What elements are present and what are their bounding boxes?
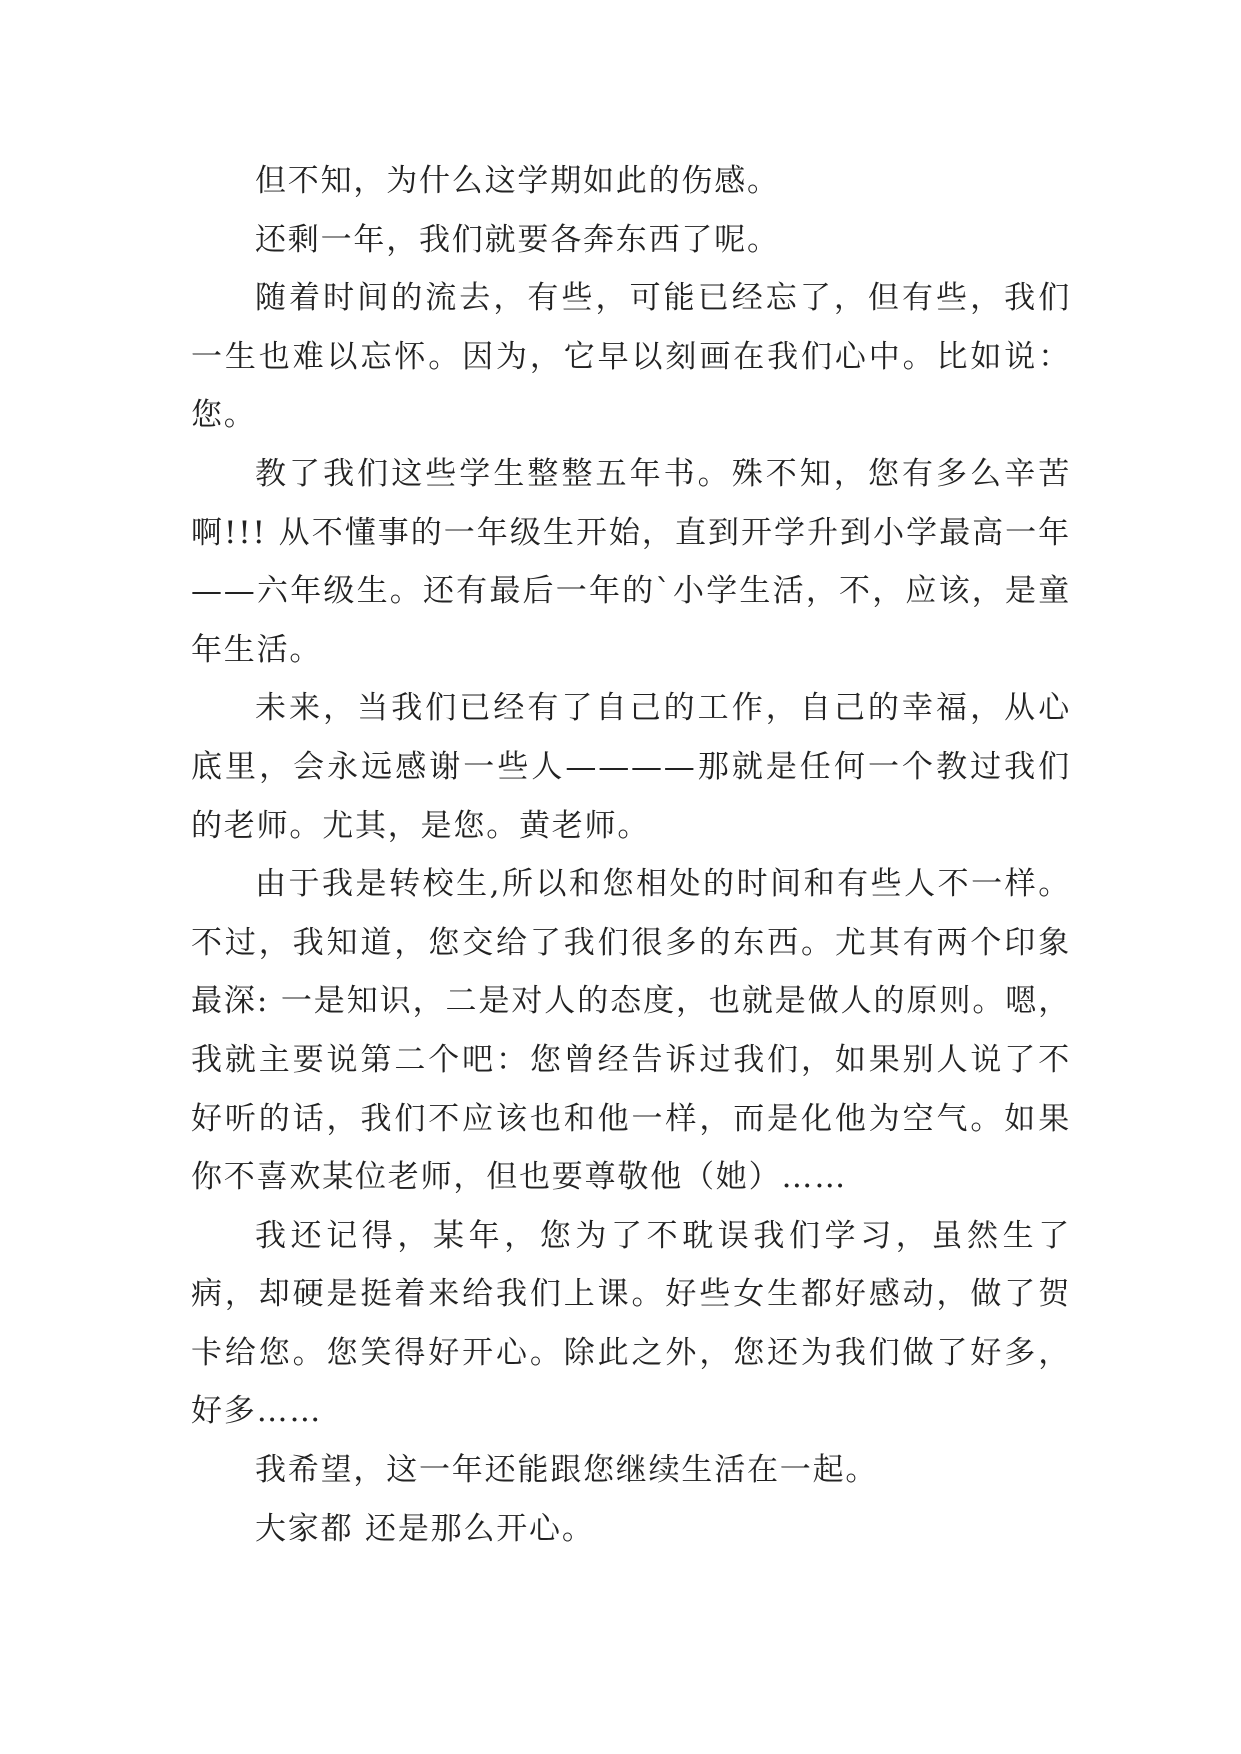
paragraph-4: 教了我们这些学生整整五年书。殊不知，您有多么辛苦啊!!! 从不懂事的一年级生开始，直到开学升到小学最高一年——六年级生。还有最后一年的`小学生活，不，应该，是童年生活。 — [191, 455, 1071, 668]
document-body — [191, 152, 1071, 1558]
paragraph-6: 由于我是转校生,所以和您相处的时间和有些人不一样。不过，我知道，您交给了我们很多的东西。尤其有两个印象最深: 一是知识，二是对人的态度，也就是做人的原则。嗯，我就主要说第二个吧：您曾经告诉过我们，如果别人说了不好听的话，我们不应该也和他一样，而是化他为空气。如果你不喜欢某位老师，但也要尊敬他（她）…… — [191, 866, 1071, 1196]
paragraph-5: 未来，当我们已经有了自己的工作，自己的幸福，从心底里，会永远感谢一些人————那就是任何一个教过我们的老师。尤其，是您。黄老师。 — [191, 690, 1071, 844]
paragraph-9: 大家都 还是那么开心。 — [255, 1510, 595, 1547]
paragraph-1: 但不知，为什么这学期如此的伤感。 — [255, 163, 780, 199]
paragraph-3: 随着时间的流去，有些，可能已经忘了，但有些，我们一生也难以忘怀。因为，它早以刻画在我们心中。比如说：您。 — [191, 280, 1071, 434]
paragraph-2: 还剩一年，我们就要各奔东西了呢。 — [255, 221, 780, 258]
paragraph-8: 我希望，这一年还能跟您继续生活在一起。 — [255, 1452, 879, 1489]
paragraph-7: 我还记得，某年，您为了不耽误我们学习，虽然生了病，却硬是挺着来给我们上课。好些女生都好感动，做了贺卡给您。您笑得好开心。除此之外，您还为我们做了好多，好多…… — [191, 1217, 1071, 1430]
